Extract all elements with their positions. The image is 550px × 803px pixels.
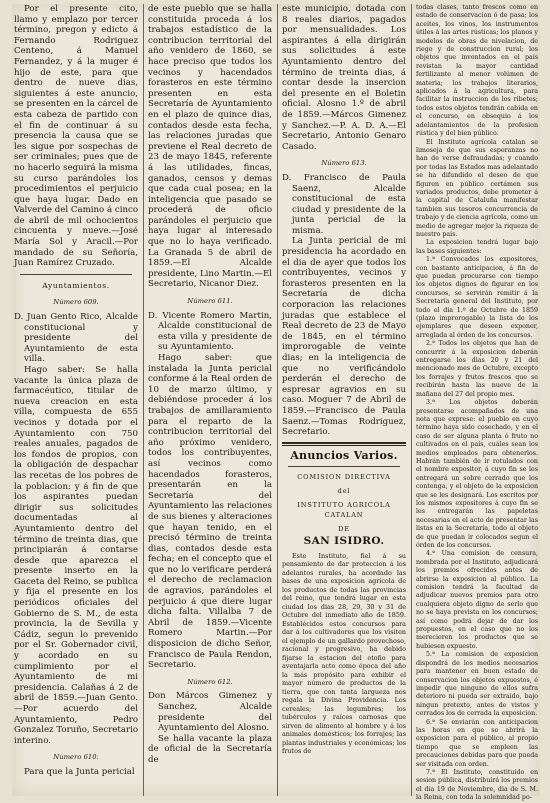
notice-body: Hago saber: Se halla vacante la única plaza de farmacéutico, titular de nueva creacion en esta villa, compuesta de 655 vecinos y dotada por el Ayuntamiento con 750 reales anuales, pagados de los fondos de propios, con la obligación de despachar las recetas de los pobres de la poblacion: y á fin de que los aspirantes puedan dirigir sus solicitudes documentadas al Ayuntamiento dentro del término de treinta dias, que principiarán á contarse desde que aparezca el presente inserto en la Gaceta del Reino, se publica y fija el presente en los periódicos oficiales del Gobierno de S. M., de esta provincia, la de Sevilla y Cádiz, segun lo prevenido por el Sr. Gobernador civil, y acordado en su cumplimiento por el Ayuntamiento de mi presidencia. Calañas á 2 de abril de 1859.—Juan Gento.—Por acuerdo del Ayuntamiento, Pedro Gonzalez Toruño, Secretario interino. (14, 365, 138, 746)
notice-number: Número 610. (53, 753, 99, 762)
column-rule (143, 4, 144, 796)
announcement-body: La exposicion tendrá lugar bajo las bases siguientes: (416, 239, 538, 255)
base-item: 4.ª Una comision de censura, nombrada por el Instituto, adjudicará los premios ofrecidos antes de abrirse la exposicion al público. La comision tendrá la facultad de adjudicar nuevos premios para otro cualquiera objeto digno de serlo que no se haya prevista en los concursos; así como podrá dejar de dar los propuestos, en el caso que no los merecieren los productos que se hubiesen expuesto. (416, 550, 538, 650)
notice-number: Número 612. (187, 677, 233, 686)
base-item: 1.ª Convocados los expositores, con bastante anticipacion, á fin de que puedan procurarse con tiempo los objetos dignos de figurar en los concursos, se servirán remitir á la Secretaría general del Instituto, por todo el dia 1.º de Octubre de 1859 (plazo improrogable) la lista de los ejemplares que deseen exponer, arreglada al órden de los concursos. (416, 256, 538, 339)
edict-paragraph: Por el presente cito, llamo y emplazo por tercer término, pregon y edicto á Fernando Rodriguez Centeno, á Manuel Fernandez, y á la muger é hijo de este, para que dentro de nueve dias, siguientes á este anuncio, se presenten en la cárcel de esta cabeza de partido con el fin de continuar á su presencia la causa que se les sigue por sospechas de ser criminales; pues que de no hacerlo seguirá la misma su curso parándoles los procedimientos el perjuicio que haya lugar. Dado en Valverde del Camino á cinco de abril de mil ochocientos cincuenta y nueve.—José María Sol y Aracil.—Por mandado de su Señoría, Juan Ramírez Cruzado. (14, 4, 138, 269)
section-heading: Ayuntamientos. (42, 280, 110, 290)
base-item: 2.ª Todos los objetos que han de concurrir á la exposicion deberán entregarse los dias 20 y 21 del mencionado mes de Octubre, excepto los forrajes y frutos frescos que se recibirán hasta las nueve de la mañana del 27 del propio mes. (416, 340, 538, 398)
notice-number: Número 609. (53, 298, 99, 307)
column-4 (416, 4, 538, 802)
base-item: 6.ª Se enviarán con anticipacion las horas en que se abrirá la exposicion para el público, al propio tiempo que se empleen las precauciones debidas para que pueda ser visitada con orden. (416, 718, 538, 768)
announcement-title-line: DE (338, 524, 350, 533)
notice-body: Hago saber: que instalada la Junta pericial conforme á la Real orden de 10 de marzo último, y debiéndose proceder á los trabajos de amillaramiento para el reparto de la contribucion territorial del año próximo venidero, todos los contribuyentes, así vecinos como hacendados forasteros, presentarán en la Secretaría del Ayuntamiento las relaciones de sus bienes y alteraciones que hayan tenido, en el precisó término de treinta dias, contados desde esta fecha; en el concepto que el que no lo verificare perderá el derecho de reclamacion de agravios, parándoles el perjuicio á que diere lugar dicha falta. Villalba 7 de Abril de 1859.—Vicente Romero Martin.—Por disposicion de dicho Señor, Francisco de Paula Rendon, Secretario. (148, 353, 272, 671)
column-1 (14, 4, 138, 796)
column-rule (411, 4, 412, 796)
announcement-body: todas clases, tanto frescos como en estado de conservacion ó de pasa; los aceites, los vinos, los instrumentos útiles á las artes rústicas; los planos y modelos de obras de nivelacion, de riego y de construccion rural; los objetos que inventados en el país revistan la mayor cantidad fertilizante al menor volúmen de materia; los trabajos literarios, aplicados á la agricultura, para facilitar la instruccion de los ribetes; todos estos objetos tendrán cabida en el concurso, en obsequio á los adelantamientos de la profesion rústica y del bien público. (416, 4, 538, 138)
announcement-title-line: INSTITUTO AGRICOLA CATALAN (297, 500, 391, 520)
notice-heading: Don Márcos Gimenez y Sanchez, Alcalde presidente del Ayuntamiento del Alosno. (148, 691, 272, 734)
notice-number: Número 611. (187, 297, 233, 306)
base-item: 5.ª La comision de exposicion dispondrá de los medios necesarios para mantener en buen estado de conservacion los objetos expuestos, é impedir que ninguno de ellos sufra deterioro ni pueda ser extraido, bajo ningun pretexto, antes de vistos y cerrados los de cerrada la exposicion. (416, 651, 538, 718)
base-item: 3.ª Los objetos deberán presentarse acompañados de una nota que exprese: el pueblo en cuyo término haya sido cosechado, y en el caso de ser alguna planta ó fruto no cultivados en el país, cuáles sean los medios empleados para obtenerlos. Habrán también de ir rotulados con el nombre expositor, á cuyo fin se les entregará un sobre cerrado que los contenga, y el objeto de la exposicion que se les designará. Los escritos por los mismos expositores á cuyo fin se les entregarán las papeletas necesarias en el acto de presentar las listas en la Secretaría, todo al objeto de que puedan ir colocados segun el órden de los concursos. (416, 399, 538, 549)
announcement-title: SAN ISIDRO. (303, 535, 385, 548)
newspaper-page (12, 4, 540, 802)
notice-body: de este pueblo que se halla constituida proceda á los trabajos estadístico de la contribucion territorial del año venidero de 1860, se hace preciso que todos los vecinos y hacendados forasteros en este término presenten en esta Secretaría de Ayuntamiento en el plazo de quince dias, contados desde esta fecha, las relaciones juradas que previene el Real decreto de 23 de mayo 1845, referente á las utilidades, fincas, ganados, censos y demas que cada cual posea; en la inteligencia que pasado se procederá de oficio parándoles el perjuicio que haya lugar al interesado que no lo haya verificado. La Granada 5 de abril de 1859.—El Alcalde presidente, Lino Martin.—El Secretario, Nicanor Diez. (148, 4, 272, 290)
notice-body: La Junta pericial de mi presidencia ha acordado en el dia de ayer que todos los contribuyentes, vecinos y forasteros presenten en la Secretaría de dicha corporacion las relaciones juradas que establece el Real decreto de 23 de Mayo de 1845, en el término improrogable de veinte dias; en la inteligencia de que no verificándolo perderán el derecho de espresar agravios en su caso. Moguer 7 de Abril de 1859.—Francisco de Paula Saenz.—Tomas Rodriguez, Secretario. (282, 236, 406, 438)
notice-heading: D. Juan Gento Rico, Alcalde constitucional y presidente del Ayuntamiento de esta villa. (14, 312, 138, 365)
base-item: 7.ª El Instituto, constituido en sesion pública, distribuirá los premios el dia 19 de Noviembre, dia de S. M. la Reina, con toda la solemnidad po- (416, 768, 538, 802)
separator (288, 466, 400, 467)
column-2 (148, 4, 272, 796)
notice-body: Para que la Junta pericial (24, 766, 135, 777)
announcement-body: El Instituto agrícola catalan se limoseja de que sus esperanzas no han de verse defraudadas; y cuando por todas las Estados mas adelantado se ha difundido el deseo de que figuren en público certámen sus variados productos, debe prometer á la capital de Cataluña manifestar tambien sus tesoros concurrencia de trabajo y de ciencia agrícola, como un medio de agregar mejor la riqueza de nuestro país. (416, 138, 538, 238)
column-rule (277, 4, 278, 796)
announcement-body: Este Instituto, fiel á su pensamiento de dar proteccion á los adelantos rurales, ha acordado las bases de una exposicion agrícola de los productos de todas las provincias del reino, que tendrá lugar en esta ciudad los dias 28, 29, 30 y 31 de Octubre del inmediato año de 1859. Establécidos estos concursos para dar á los cultivadores que los visiten el ejemplo de un gallardo provechoso, racional y progresivo, ha debido fijarse la estacion del otoño para aventajarla acto como época del año la más propósito para exhibir el mayor número de productos de la tierra, que con tanta largueza nos regala la Divina Providencia. Los cereales; las legumbres; los tubérculos y raíces carnosas que sirven de alimento al hombre y á los animales domésticos; los forrajes; las plantas industriales y económicas; los frutos de (282, 551, 406, 756)
notice-heading: D. Francisco de Paula Saenz, Alcalde constitucional de esta ciudad y presidente de la junta pericial de la misma. (282, 172, 406, 236)
announcement-title-line: del (337, 486, 351, 495)
notice-body: Se halla vacante la plaza de oficial de la Secretaría de (148, 733, 272, 765)
notice-body: este municipio, dotada con 8 reales diarios, pagados por mensualidades. Los aspirantes á ella dirigirán sus solicitudes á este Ayuntamiento dentro del término de treinta dias, á contar desde la insercion del presente en el Boletin oficial. Alosno 1.º de abril de 1859.—Márcos Gimenez y Sanchez.—P. A. D. A.—El Secretario, Antonio Genaro Casado. (282, 4, 406, 152)
column-3 (282, 4, 406, 796)
announcement-title-line: COMISION DIRECTIVA (297, 473, 391, 482)
double-rule (282, 442, 406, 446)
notice-heading: D. Vicente Romero Martin, Alcalde constitucional de esta villa y presidente de su Ayuntamiento. (148, 310, 272, 353)
notice-number: Número 613. (321, 159, 367, 168)
section-heading: Anuncios Varios. (290, 448, 398, 462)
separator (20, 274, 132, 275)
